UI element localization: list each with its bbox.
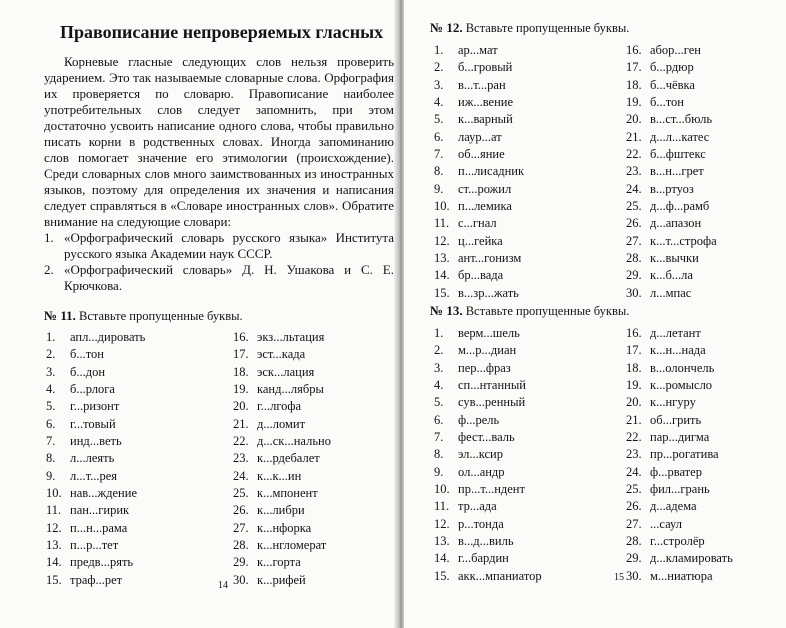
- word-item: [434, 59, 524, 76]
- word-number: 17.: [626, 343, 642, 358]
- word-text: эл...ксир: [458, 447, 504, 462]
- word-text: к...рифей: [257, 572, 306, 587]
- word-item: [434, 533, 542, 550]
- word-number: 6.: [46, 416, 56, 431]
- exercise-12-column-2: [626, 42, 717, 302]
- exercise-12-column-1: [434, 42, 524, 302]
- word-number: 18.: [233, 364, 249, 379]
- word-text: к...т...строфа: [650, 233, 717, 248]
- word-text: п...р...тет: [70, 538, 119, 553]
- word-text: пр...т...ндент: [458, 482, 525, 497]
- intro-text: [44, 54, 394, 294]
- word-item: [46, 537, 145, 554]
- word-text: ф...рватер: [650, 464, 702, 479]
- word-item: [434, 163, 524, 180]
- word-text: бр...вада: [458, 268, 504, 283]
- word-item: [626, 568, 733, 585]
- word-item: [626, 111, 717, 128]
- exercise-number: № 13.: [430, 303, 463, 318]
- word-number: 4.: [434, 378, 444, 393]
- word-text: п...н...рама: [70, 520, 128, 535]
- word-number: 28.: [233, 538, 249, 553]
- word-number: 5.: [434, 395, 444, 410]
- dictionary-item-number: 1.: [44, 230, 54, 245]
- word-item: [233, 502, 331, 519]
- word-item: [626, 163, 717, 180]
- word-item: [434, 285, 524, 302]
- dictionary-item-text: «Орфографический словарь» Д. Н. Ушакова и С. Е. Крючкова.: [64, 262, 394, 293]
- word-number: 7.: [434, 430, 444, 445]
- word-number: 14.: [434, 551, 450, 566]
- word-number: 23.: [233, 451, 249, 466]
- word-text: с...гнал: [458, 216, 497, 231]
- word-text: иж...вение: [458, 95, 514, 110]
- word-text: л...мпас: [650, 285, 692, 300]
- dictionary-item-text: «Орфографический словарь русского языка» Института русского языка Академии наук СССР.: [64, 230, 394, 261]
- word-text: ол...андр: [458, 464, 505, 479]
- word-number: 19.: [626, 378, 642, 393]
- exercise-number: № 11.: [44, 308, 76, 323]
- word-text: пар...дигма: [650, 430, 710, 445]
- word-text: пан...гирик: [70, 503, 130, 518]
- word-item: [434, 250, 524, 267]
- word-text: б...гровый: [458, 60, 513, 75]
- word-number: 9.: [434, 464, 444, 479]
- word-text: сув...ренный: [458, 395, 526, 410]
- word-text: п...лисадник: [458, 164, 525, 179]
- word-number: 19.: [626, 95, 642, 110]
- word-text: в...олончель: [650, 360, 715, 375]
- word-item: [626, 59, 717, 76]
- word-number: 12.: [434, 233, 450, 248]
- word-number: 27.: [626, 233, 642, 248]
- word-text: эст...када: [257, 347, 306, 362]
- word-text: пр...рогатива: [650, 447, 719, 462]
- word-item: [626, 250, 717, 267]
- word-number: 8.: [46, 451, 56, 466]
- word-text: д...ск...нально: [257, 434, 331, 449]
- word-number: 22.: [233, 434, 249, 449]
- word-text: об...яние: [458, 147, 505, 162]
- word-number: 24.: [626, 464, 642, 479]
- word-text: к...нгломерат: [257, 538, 327, 553]
- word-text: ар...мат: [458, 43, 498, 57]
- word-number: 1.: [434, 43, 444, 57]
- word-item: [46, 364, 145, 381]
- word-item: [233, 346, 331, 363]
- exercise-11-column-1: [46, 329, 145, 589]
- word-item: [626, 412, 733, 429]
- word-number: 9.: [46, 468, 56, 483]
- word-item: [626, 267, 717, 284]
- word-number: 20.: [626, 395, 642, 410]
- word-item: [233, 381, 331, 398]
- word-number: 3.: [434, 360, 444, 375]
- word-number: 24.: [233, 468, 249, 483]
- word-text: п...лемика: [458, 199, 512, 214]
- word-item: [626, 325, 733, 342]
- word-number: 27.: [626, 516, 642, 531]
- word-text: предв...рять: [70, 555, 134, 570]
- word-item: [434, 429, 542, 446]
- word-number: 18.: [626, 77, 642, 92]
- word-item: [233, 468, 331, 485]
- word-item: [233, 485, 331, 502]
- word-text: к...н...нада: [650, 343, 706, 358]
- word-item: [626, 360, 733, 377]
- word-item: [626, 146, 717, 163]
- word-number: 18.: [626, 360, 642, 375]
- word-number: 23.: [626, 447, 642, 462]
- word-item: [434, 498, 542, 515]
- word-number: 30.: [233, 572, 249, 587]
- word-item: [434, 481, 542, 498]
- word-text: д...кламировать: [650, 551, 733, 566]
- word-text: об...грить: [650, 412, 702, 427]
- word-item: [46, 416, 145, 433]
- word-number: 23.: [626, 164, 642, 179]
- word-item: [626, 481, 733, 498]
- word-text: г...бардин: [458, 551, 509, 566]
- word-number: 26.: [626, 499, 642, 514]
- word-item: [233, 416, 331, 433]
- word-item: [434, 198, 524, 215]
- word-text: к...либри: [257, 503, 305, 518]
- word-number: 21.: [626, 412, 642, 427]
- word-number: 25.: [626, 199, 642, 214]
- word-text: к...горта: [257, 555, 301, 570]
- word-number: 12.: [434, 516, 450, 531]
- word-number: 29.: [233, 555, 249, 570]
- word-number: 11.: [434, 216, 450, 231]
- word-text: к...мпонент: [257, 486, 318, 501]
- word-text: л...леять: [70, 451, 115, 466]
- exercise-11-heading: [44, 308, 243, 324]
- word-item: [434, 215, 524, 232]
- word-text: д...л...катес: [650, 129, 710, 144]
- word-item: [46, 433, 145, 450]
- word-item: [46, 554, 145, 571]
- word-text: б...тон: [650, 95, 684, 110]
- word-number: 30.: [626, 568, 642, 583]
- word-item: [434, 129, 524, 146]
- word-item: [46, 520, 145, 537]
- word-number: 8.: [434, 447, 444, 462]
- word-number: 19.: [233, 382, 249, 397]
- word-item: [434, 146, 524, 163]
- word-number: 13.: [434, 534, 450, 549]
- word-item: [434, 360, 542, 377]
- word-item: [434, 181, 524, 198]
- word-text: ...саул: [650, 516, 682, 531]
- word-item: [46, 572, 145, 589]
- word-text: фест...валь: [458, 430, 515, 445]
- word-number: 1.: [434, 326, 444, 340]
- word-text: к...рдебалет: [257, 451, 320, 466]
- word-item: [434, 568, 542, 585]
- word-item: [434, 342, 542, 359]
- word-item: [626, 533, 733, 550]
- word-number: 14.: [434, 268, 450, 283]
- word-text: нав...ждение: [70, 486, 137, 501]
- word-item: [434, 267, 524, 284]
- word-number: 6.: [434, 412, 444, 427]
- exercise-instruction: Вставьте пропущенные буквы.: [465, 21, 630, 35]
- word-number: 6.: [434, 129, 444, 144]
- word-text: в...ст...бюль: [650, 112, 713, 127]
- word-text: эск...лация: [257, 364, 315, 379]
- word-item: [626, 198, 717, 215]
- word-text: канд...лябры: [257, 382, 324, 397]
- word-number: 26.: [626, 216, 642, 231]
- word-item: [626, 446, 733, 463]
- word-text: траф...рет: [70, 572, 123, 587]
- word-text: ф...рель: [458, 412, 500, 427]
- word-text: м...ниатюра: [650, 568, 713, 583]
- word-item: [233, 537, 331, 554]
- word-number: 16.: [626, 43, 642, 57]
- word-text: в...н...грет: [650, 164, 704, 179]
- word-number: 17.: [233, 347, 249, 362]
- word-text: г...ризонт: [70, 399, 120, 414]
- word-text: д...ф...рамб: [650, 199, 710, 214]
- word-number: 1.: [46, 330, 56, 344]
- word-number: 28.: [626, 534, 642, 549]
- word-number: 2.: [46, 347, 56, 362]
- word-text: к...к...ин: [257, 468, 302, 483]
- word-item: [434, 516, 542, 533]
- word-text: к...б...ла: [650, 268, 693, 283]
- word-text: к...вычки: [650, 251, 699, 266]
- word-item: [626, 464, 733, 481]
- word-number: 17.: [626, 60, 642, 75]
- dictionary-item: [44, 262, 394, 294]
- word-number: 29.: [626, 268, 642, 283]
- word-number: 4.: [434, 95, 444, 110]
- word-number: 21.: [626, 129, 642, 144]
- word-text: тр...ада: [458, 499, 497, 514]
- word-item: [434, 464, 542, 481]
- word-number: 25.: [626, 482, 642, 497]
- word-item: [434, 233, 524, 250]
- word-number: 11.: [46, 503, 62, 518]
- word-item: [626, 394, 733, 411]
- word-number: 20.: [233, 399, 249, 414]
- word-text: м...р...диан: [458, 343, 517, 358]
- word-text: инд...веть: [70, 434, 122, 449]
- word-item: [233, 364, 331, 381]
- word-number: 2.: [434, 343, 444, 358]
- word-item: [626, 94, 717, 111]
- word-text: к...ромысло: [650, 378, 713, 393]
- dictionary-item: [44, 230, 394, 262]
- word-text: г...лгофа: [257, 399, 302, 414]
- word-text: ст...рожил: [458, 181, 512, 196]
- word-item: [626, 377, 733, 394]
- word-number: 27.: [233, 520, 249, 535]
- word-item: [434, 394, 542, 411]
- intro-paragraph: Корневые гласные следующих слов нельзя проверить ударением. Это так называемые словарные слова. Орфография их проверяется по словарю. Правописание наиболее употребительных слов следует запомнить, при этом достаточно усвоить написание одного слова, чтобы правильно писать корни в родственных словах. Иногда запоминанию слов помогает значение его этимологии (происхождение). Среди словарных слов много заимствованных из иностранных языков, поэтому для определения их значения и написания следует справляться в «Словаре иностранных слов». Обратите внимание на следующие словари:: [44, 54, 394, 229]
- word-text: л...т...рея: [70, 468, 118, 483]
- page-number: 14: [218, 580, 228, 591]
- word-item: [626, 429, 733, 446]
- word-item: [46, 502, 145, 519]
- word-number: 5.: [46, 399, 56, 414]
- word-number: 10.: [46, 486, 62, 501]
- word-text: к...варный: [458, 112, 513, 127]
- word-number: 7.: [46, 434, 56, 449]
- word-item: [434, 446, 542, 463]
- section-title: Правописание непроверяемых гласных: [60, 22, 384, 42]
- word-text: ант...гонизм: [458, 251, 522, 266]
- word-item: [46, 398, 145, 415]
- word-text: д...адема: [650, 499, 697, 514]
- dictionary-list: [44, 230, 394, 294]
- word-item: [46, 485, 145, 502]
- word-item: [434, 412, 542, 429]
- word-item: [233, 520, 331, 537]
- word-number: 11.: [434, 499, 450, 514]
- word-text: к...нфорка: [257, 520, 312, 535]
- word-number: 14.: [46, 555, 62, 570]
- word-item: [434, 325, 542, 342]
- word-item: [626, 285, 717, 302]
- word-number: 2.: [434, 60, 444, 75]
- exercise-number: № 12.: [430, 20, 463, 35]
- word-text: б...рдюр: [650, 60, 694, 75]
- word-text: верм...шель: [458, 326, 520, 340]
- word-number: 16.: [233, 330, 249, 344]
- word-item: [626, 77, 717, 94]
- word-item: [46, 381, 145, 398]
- word-item: [46, 346, 145, 363]
- word-item: [626, 129, 717, 146]
- word-text: б...рлога: [70, 382, 115, 397]
- word-number: 4.: [46, 382, 56, 397]
- word-text: ц...гейка: [458, 233, 503, 248]
- word-item: [46, 329, 145, 346]
- word-item: [434, 550, 542, 567]
- exercise-13-column-2: [626, 325, 733, 585]
- word-number: 9.: [434, 181, 444, 196]
- word-text: пер...фраз: [458, 360, 511, 375]
- word-text: к...нгуру: [650, 395, 696, 410]
- word-item: [434, 77, 524, 94]
- word-text: в...т...ран: [458, 77, 506, 92]
- word-text: апл...дировать: [70, 330, 146, 344]
- word-number: 16.: [626, 326, 642, 340]
- exercise-11-column-2: [233, 329, 331, 589]
- word-text: сп...нтанный: [458, 378, 526, 393]
- exercise-12-heading: [430, 20, 629, 36]
- word-text: б...дон: [70, 364, 106, 379]
- word-number: 3.: [434, 77, 444, 92]
- word-number: 15.: [434, 568, 450, 583]
- word-item: [626, 215, 717, 232]
- word-text: в...д...виль: [458, 534, 514, 549]
- exercise-instruction: Вставьте пропущенные буквы.: [465, 304, 630, 318]
- exercise-13-heading: [430, 303, 629, 319]
- word-number: 21.: [233, 416, 249, 431]
- word-number: 13.: [46, 538, 62, 553]
- word-text: д...апазон: [650, 216, 702, 231]
- word-item: [434, 111, 524, 128]
- word-text: д...ломит: [257, 416, 306, 431]
- word-number: 15.: [46, 572, 62, 587]
- dictionary-item-number: 2.: [44, 262, 54, 277]
- word-number: 5.: [434, 112, 444, 127]
- word-item: [626, 233, 717, 250]
- word-number: 26.: [233, 503, 249, 518]
- word-text: в...зр...жать: [458, 285, 519, 300]
- word-text: фил...грань: [650, 482, 710, 497]
- word-number: 15.: [434, 285, 450, 300]
- page-number: 15: [614, 572, 624, 583]
- exercise-13-column-1: [434, 325, 542, 585]
- word-number: 24.: [626, 181, 642, 196]
- word-item: [233, 554, 331, 571]
- word-text: г...стролёр: [650, 534, 705, 549]
- word-number: 22.: [626, 147, 642, 162]
- word-item: [434, 94, 524, 111]
- word-number: 30.: [626, 285, 642, 300]
- exercise-instruction: Вставьте пропущенные буквы.: [78, 309, 243, 323]
- word-text: в...ртуоз: [650, 181, 694, 196]
- word-text: акк...мпаниатор: [458, 568, 542, 583]
- word-text: б...фштекс: [650, 147, 706, 162]
- word-text: д...летант: [650, 326, 701, 340]
- word-number: 10.: [434, 482, 450, 497]
- word-number: 20.: [626, 112, 642, 127]
- word-number: 10.: [434, 199, 450, 214]
- word-item: [233, 433, 331, 450]
- word-text: лаур...ат: [458, 129, 502, 144]
- word-item: [434, 42, 524, 59]
- word-item: [626, 342, 733, 359]
- word-number: 12.: [46, 520, 62, 535]
- word-item: [233, 329, 331, 346]
- word-item: [626, 42, 717, 59]
- word-text: б...чёвка: [650, 77, 695, 92]
- word-item: [626, 516, 733, 533]
- word-number: 8.: [434, 164, 444, 179]
- word-text: г...товый: [70, 416, 116, 431]
- word-item: [233, 398, 331, 415]
- word-number: 3.: [46, 364, 56, 379]
- word-item: [46, 468, 145, 485]
- word-number: 13.: [434, 251, 450, 266]
- word-number: 29.: [626, 551, 642, 566]
- word-item: [233, 450, 331, 467]
- word-item: [626, 550, 733, 567]
- word-text: б...тон: [70, 347, 104, 362]
- word-text: абор...ген: [650, 43, 701, 57]
- word-item: [233, 572, 331, 589]
- word-text: р...тонда: [458, 516, 504, 531]
- word-number: 7.: [434, 147, 444, 162]
- word-item: [626, 498, 733, 515]
- word-number: 22.: [626, 430, 642, 445]
- word-number: 25.: [233, 486, 249, 501]
- right-page: [404, 0, 786, 628]
- word-number: 28.: [626, 251, 642, 266]
- word-item: [434, 377, 542, 394]
- word-item: [626, 181, 717, 198]
- word-item: [46, 450, 145, 467]
- word-text: экз...льтация: [257, 330, 325, 344]
